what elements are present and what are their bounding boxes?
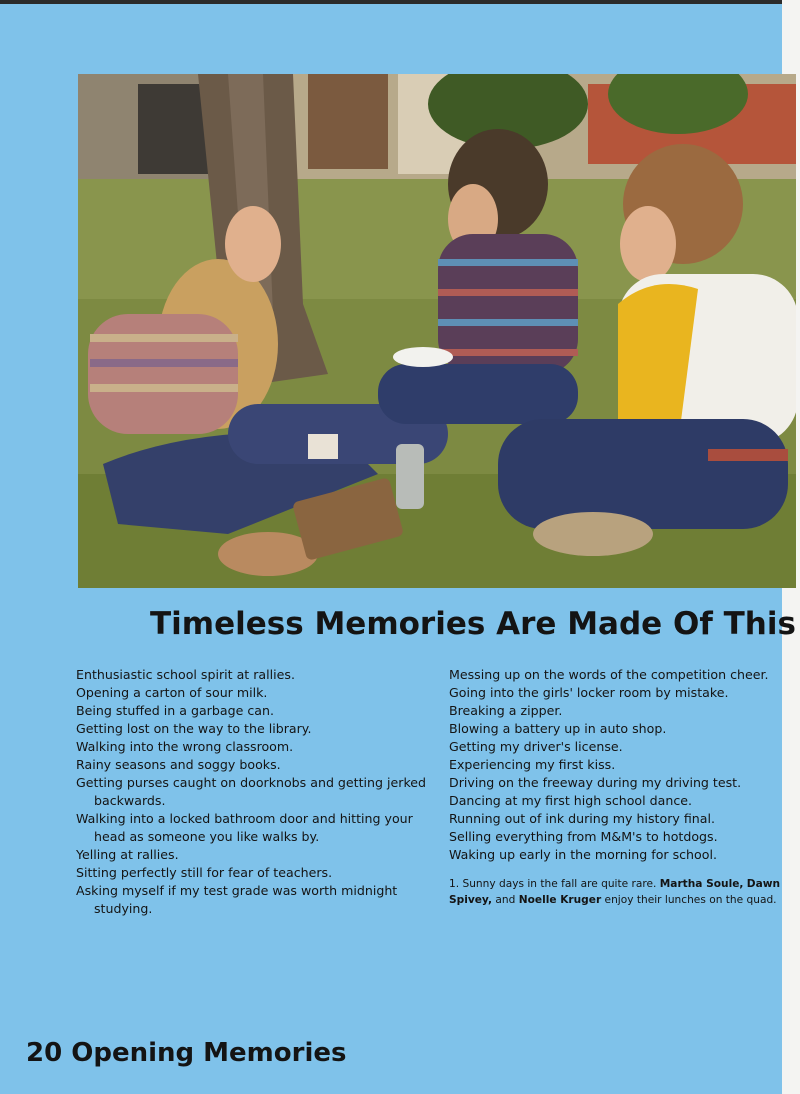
memory-line: Going into the girls' locker room by mistake. <box>449 685 729 700</box>
memory-line: Asking myself if my test grade was worth midnight studying. <box>76 883 398 916</box>
memory-line: Being stuffed in a garbage can. <box>76 703 274 718</box>
photo-students-lunch-on-quad <box>78 74 796 588</box>
memory-line: Dancing at my first high school dance. <box>449 793 693 808</box>
memory-line: Breaking a zipper. <box>449 703 563 718</box>
caption-name: Martha Soule, <box>659 878 744 890</box>
photo-caption <box>449 876 794 908</box>
memory-line: Getting purses caught on doorknobs and getting jerked backwards. <box>76 775 427 808</box>
photo-illustration <box>78 74 796 588</box>
memory-line: Blowing a battery up in auto shop. <box>449 721 667 736</box>
memory-line: Opening a carton of sour milk. <box>76 685 268 700</box>
caption-name: Dawn Spivey, <box>449 878 781 906</box>
memory-line: Selling everything from M&M's to hotdogs. <box>449 829 718 844</box>
memory-line: Running out of ink during my history final. <box>449 811 715 826</box>
memories-list-left <box>76 666 432 918</box>
top-edge-strip <box>0 0 800 4</box>
memory-line: Messing up on the words of the competition cheer. <box>449 667 769 682</box>
memory-line: Sitting perfectly still for fear of teachers. <box>76 865 333 880</box>
memory-line: Enthusiastic school spirit at rallies. <box>76 667 295 682</box>
memory-line: Driving on the freeway during my driving test. <box>449 775 742 790</box>
memories-list-right <box>449 666 794 864</box>
memory-line: Walking into the wrong classroom. <box>76 739 294 754</box>
caption-name: Noelle Kruger <box>518 894 602 906</box>
memory-line: Rainy seasons and soggy books. <box>76 757 281 772</box>
memory-line: Experiencing my first kiss. <box>449 757 616 772</box>
page-heading: Timeless Memories Are Made Of This <box>150 606 796 642</box>
caption-tail: enjoy their lunches on the quad. <box>604 894 777 906</box>
caption-lead: 1. Sunny days in the fall are quite rare. <box>449 878 657 890</box>
memory-line: Yelling at rallies. <box>76 847 179 862</box>
memory-line: Waking up early in the morning for school. <box>449 847 717 862</box>
page-folio: 20 Opening Memories <box>26 1038 347 1068</box>
memory-line: Walking into a locked bathroom door and hitting your head as someone you like walks by. <box>76 811 413 844</box>
memory-line: Getting my driver's license. <box>449 739 623 754</box>
memory-line: Getting lost on the way to the library. <box>76 721 312 736</box>
caption-joiner: and <box>495 894 516 906</box>
